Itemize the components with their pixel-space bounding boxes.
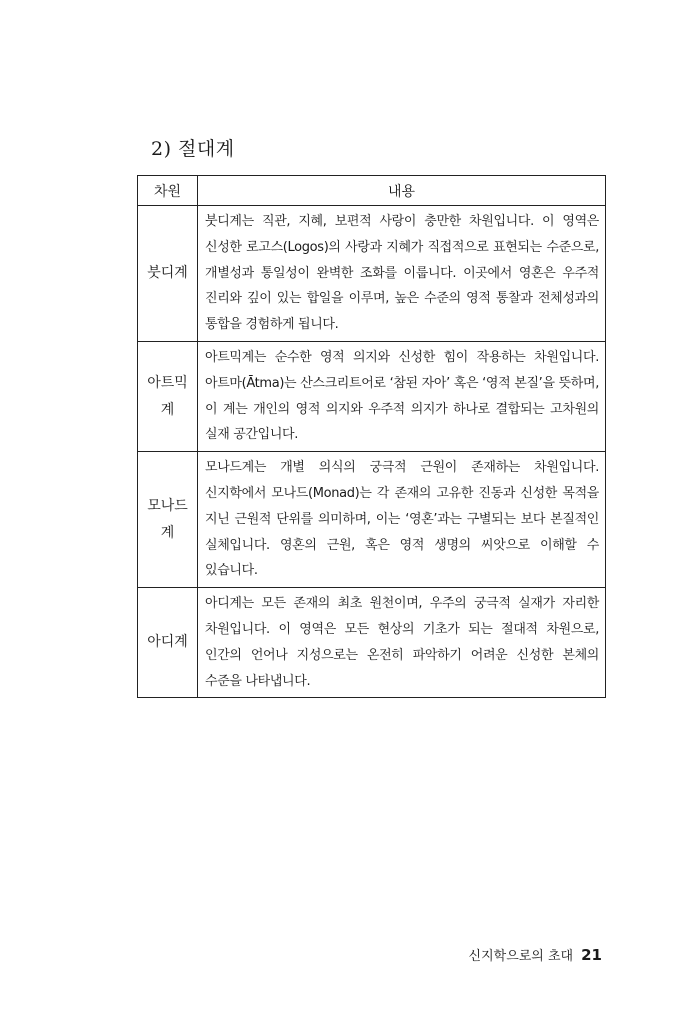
table-row <box>138 206 606 342</box>
dimension-name: 붓디계 <box>138 206 198 342</box>
header-dimension: 차원 <box>138 176 198 206</box>
dimension-description: 아디계는 모든 존재의 최초 원천이며, 우주의 궁극적 실재가 자리한 차원입니다. 이 영역은 모든 현상의 기초가 되는 절대적 차원으로, 인간의 언어나 지성으로는 온전히 파악하기 어려운 신성한 본체의 수준을 나타냅니다. <box>198 588 606 698</box>
page-footer <box>469 945 602 964</box>
running-title: 신지학으로의 초대 <box>468 949 574 964</box>
table-row <box>138 341 606 451</box>
table-header-row <box>138 176 606 206</box>
header-content: 내용 <box>198 176 606 206</box>
dimension-description: 아트믹계는 순수한 영적 의지와 신성한 힘이 작용하는 차원입니다. 아트마(Ātma)는 산스크리트어로 ‘참된 자아’ 혹은 ‘영적 본질’을 뜻하며, 이 계는 개인의 영적 의지와 우주적 의지가 하나로 결합되는 고차원의 실재 공간입니다. <box>198 341 606 451</box>
dimension-name: 아디계 <box>138 588 198 698</box>
table-row <box>138 452 606 588</box>
page-number: 21 <box>581 946 602 964</box>
dimension-table <box>137 175 606 698</box>
section-title: 2) 절대계 <box>151 138 235 160</box>
dimension-description: 붓디계는 직관, 지혜, 보편적 사랑이 충만한 차원입니다. 이 영역은 신성한 로고스(Logos)의 사랑과 지혜가 직접적으로 표현되는 수준으로, 개별성과 통일성이 완벽한 조화를 이룹니다. 이곳에서 영혼은 우주적 진리와 깊이 있는 합일을 이루며, 높은 수준의 영적 통찰과 전체성과의 통합을 경험하게 됩니다. <box>198 206 606 342</box>
table-row <box>138 588 606 698</box>
dimension-description: 모나드계는 개별 의식의 궁극적 근원이 존재하는 차원입니다. 신지학에서 모나드(Monad)는 각 존재의 고유한 진동과 신성한 목적을 지닌 근원적 단위를 의미하며, 이는 ‘영혼’과는 구별되는 보다 본질적인 실체입니다. 영혼의 근원, 혹은 영적 생명의 씨앗으로 이해할 수 있습니다. <box>198 452 606 588</box>
dimension-name: 모나드계 <box>138 452 198 588</box>
dimension-name: 아트믹계 <box>138 341 198 451</box>
